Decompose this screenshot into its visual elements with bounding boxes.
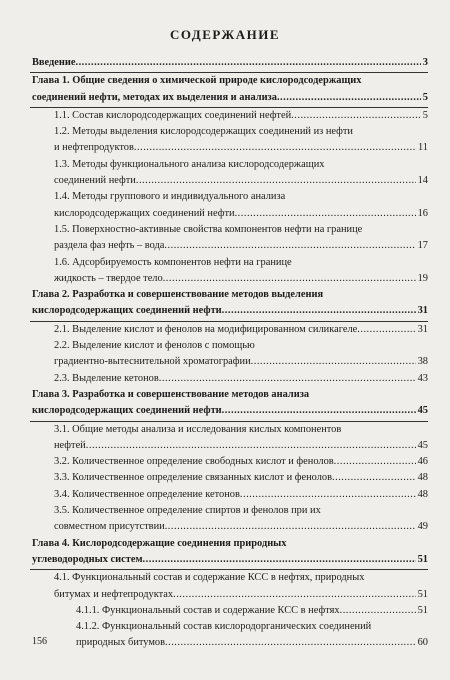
toc-page-number: 49 — [417, 521, 428, 533]
toc-entry-text: градиентно-вытеснительной хроматографии — [54, 356, 251, 368]
toc-page-number: 16 — [417, 207, 428, 219]
toc-page-number: 5 — [422, 91, 428, 103]
toc-page-number: 38 — [417, 356, 428, 368]
dot-leader — [75, 55, 420, 71]
dot-leader — [235, 206, 416, 222]
toc-page-number: 3 — [422, 57, 428, 68]
toc-entry-text: 2.1. Выделение кислот и фенолов на модифицированном силикагеле — [54, 323, 358, 335]
table-of-contents — [32, 55, 428, 652]
toc-entry-leader-line — [54, 354, 428, 370]
toc-chapter-entry — [32, 387, 428, 422]
dot-leader — [173, 587, 416, 603]
toc-page-number: 14 — [417, 175, 428, 187]
toc-entry-text: жидкость – твердое тело — [54, 272, 163, 284]
toc-entry-text: природных битумов — [76, 637, 166, 649]
toc-page-number: 19 — [417, 272, 428, 284]
toc-section-entry — [32, 570, 428, 603]
toc-entry-text: кислородсодержащих соединений нефти — [32, 405, 222, 417]
toc-entry-line: 1.6. Адсорбируемость компонентов нефти на границе — [54, 256, 292, 268]
toc-chapter-entry — [32, 287, 428, 322]
toc-page-number: 51 — [417, 604, 428, 616]
dot-leader — [334, 454, 416, 470]
toc-page-number: 11 — [417, 142, 428, 154]
toc-entry-leader-line — [32, 90, 428, 106]
dot-leader — [164, 238, 415, 254]
toc-entry-text: 3.4. Количественное определение кетонов — [54, 488, 240, 500]
toc-section-entry — [32, 189, 428, 222]
dot-leader — [340, 603, 416, 619]
dot-leader — [165, 635, 416, 651]
toc-section-entry — [32, 422, 428, 455]
toc-page-number: 31 — [417, 305, 428, 317]
toc-entry-text: 4.1.1. Функциональный состав и содержание КСС в нефтях — [76, 604, 340, 616]
toc-entry-line: 4.1. Функциональный состав и содержание КСС в нефтях, природных — [54, 572, 365, 584]
toc-entry-leader-line — [54, 271, 428, 287]
toc-entry-leader-line — [54, 238, 428, 254]
toc-entry-leader-line — [54, 454, 428, 470]
toc-entry-text: раздела фаз нефть – вода — [54, 240, 165, 252]
toc-entry-line: Глава 4. Кислородсодержащие соединения природных — [32, 537, 287, 549]
toc-chapter-entry — [32, 73, 428, 108]
toc-entry-line: 2.2. Выделение кислот и фенолов с помощью — [54, 340, 255, 352]
dot-leader — [291, 108, 421, 124]
toc-entry-line: 1.5. Поверхностно-активные свойства компонентов нефти на границе — [54, 223, 363, 235]
dot-leader — [134, 140, 416, 156]
toc-entry-leader-line — [54, 371, 428, 387]
toc-entry-text: углеводородных систем — [32, 553, 143, 565]
toc-section-entry — [32, 454, 428, 470]
toc-entry-text: битумах и нефтепродуктах — [54, 588, 174, 600]
toc-page-number: 46 — [417, 456, 428, 468]
toc-section-entry — [32, 487, 428, 503]
toc-entry-line: 4.1.2. Функциональный состав кислородорганических соединений — [76, 621, 372, 633]
toc-entry-text: кислородсодержащих соединений нефти — [32, 305, 222, 317]
toc-section-entry — [32, 322, 428, 338]
page-number: 156 — [32, 636, 47, 647]
dot-leader — [240, 487, 416, 503]
toc-section-entry — [32, 222, 428, 255]
toc-entry-line: Глава 2. Разработка и совершенствование методов выделения — [32, 289, 324, 301]
dot-leader — [159, 371, 416, 387]
toc-entry-leader-line — [76, 603, 428, 619]
toc-entry-text: 1.1. Состав кислородсодержащих соединений нефтей — [54, 109, 292, 121]
toc-page-number: 5 — [422, 109, 428, 121]
toc-entry-text: совместном присутствии — [54, 521, 165, 533]
toc-entry-leader-line — [32, 403, 428, 419]
toc-page-number: 31 — [417, 323, 428, 335]
toc-entry-text: Введение — [32, 57, 76, 68]
toc-page-number: 60 — [417, 637, 428, 649]
toc-entry-leader-line — [54, 470, 428, 486]
toc-entry-leader-line — [54, 140, 428, 156]
toc-entry-text: соединений нефти, методах их выделения и анализа — [32, 91, 277, 103]
dot-leader — [357, 322, 415, 338]
toc-entry-leader-line — [54, 108, 428, 124]
toc-page-number: 51 — [417, 553, 428, 565]
dot-leader — [163, 271, 416, 287]
toc-page-number: 17 — [417, 240, 428, 252]
toc-entry-line: Глава 3. Разработка и совершенствование методов анализа — [32, 388, 310, 400]
toc-chapter-entry — [32, 55, 428, 73]
toc-page-number: 48 — [417, 472, 428, 484]
toc-page-number: 45 — [417, 405, 428, 417]
toc-section-entry — [32, 603, 428, 619]
toc-entry-leader-line — [54, 587, 428, 603]
toc-section-entry — [32, 124, 428, 157]
toc-entry-text: 3.2. Количественное определение свободных кислот и фенолов — [54, 456, 334, 468]
dot-leader — [165, 519, 416, 535]
dot-leader — [86, 438, 416, 454]
dot-leader — [143, 552, 416, 568]
toc-entry-line: 3.5. Количественное определение спиртов и фенолов при их — [54, 505, 321, 517]
toc-entry-text: и нефтепродуктов — [54, 142, 134, 154]
toc-entry-text: соединений нефти — [54, 175, 136, 187]
toc-entry-leader-line — [54, 206, 428, 222]
toc-page-number: 43 — [417, 372, 428, 384]
toc-section-entry — [32, 338, 428, 371]
dot-leader — [222, 303, 416, 319]
toc-entry-text: 3.3. Количественное определение связанных кислот и фенолов — [54, 472, 332, 484]
toc-section-entry — [32, 470, 428, 486]
page-title: СОДЕРЖАНИЕ — [169, 27, 281, 42]
dot-leader — [222, 403, 416, 419]
toc-entry-leader-line — [54, 519, 428, 535]
dot-leader — [251, 354, 416, 370]
toc-entry-leader-line — [76, 635, 428, 651]
toc-chapter-entry — [32, 536, 428, 571]
toc-section-entry — [32, 619, 428, 652]
toc-entry-text: кислородсодержащих соединений нефти — [54, 207, 235, 219]
toc-section-entry — [32, 108, 428, 124]
toc-page-number: 45 — [417, 439, 428, 451]
toc-section-entry — [32, 371, 428, 387]
toc-section-entry — [32, 255, 428, 288]
dot-leader — [277, 90, 421, 106]
toc-entry-line: 1.4. Методы группового и индивидуального анализа — [54, 191, 286, 203]
toc-entry-line: 3.1. Общие методы анализа и исследования кислых компонентов — [54, 423, 342, 435]
toc-entry-line: 1.3. Методы функционального анализа кислородсодержащих — [54, 158, 325, 170]
toc-entry-leader-line — [54, 487, 428, 503]
toc-entry-text: нефтей — [54, 439, 86, 451]
toc-page-number: 51 — [417, 588, 428, 600]
toc-entry-text: 2.3. Выделение кетонов — [54, 372, 159, 384]
dot-leader — [136, 173, 416, 189]
toc-entry-line: 1.2. Методы выделения кислородсодержащих соединений из нефти — [54, 126, 353, 138]
toc-entry-leader-line — [32, 303, 428, 319]
toc-entry-leader-line — [32, 55, 428, 71]
toc-entry-line: Глава 1. Общие сведения о химической природе кислородсодержащих — [32, 75, 362, 87]
dot-leader — [332, 470, 416, 486]
toc-section-entry — [32, 503, 428, 536]
toc-section-entry — [32, 157, 428, 190]
toc-entry-leader-line — [32, 552, 428, 568]
toc-page-number: 48 — [417, 488, 428, 500]
toc-entry-leader-line — [54, 438, 428, 454]
toc-entry-leader-line — [54, 322, 428, 338]
toc-entry-leader-line — [54, 173, 428, 189]
